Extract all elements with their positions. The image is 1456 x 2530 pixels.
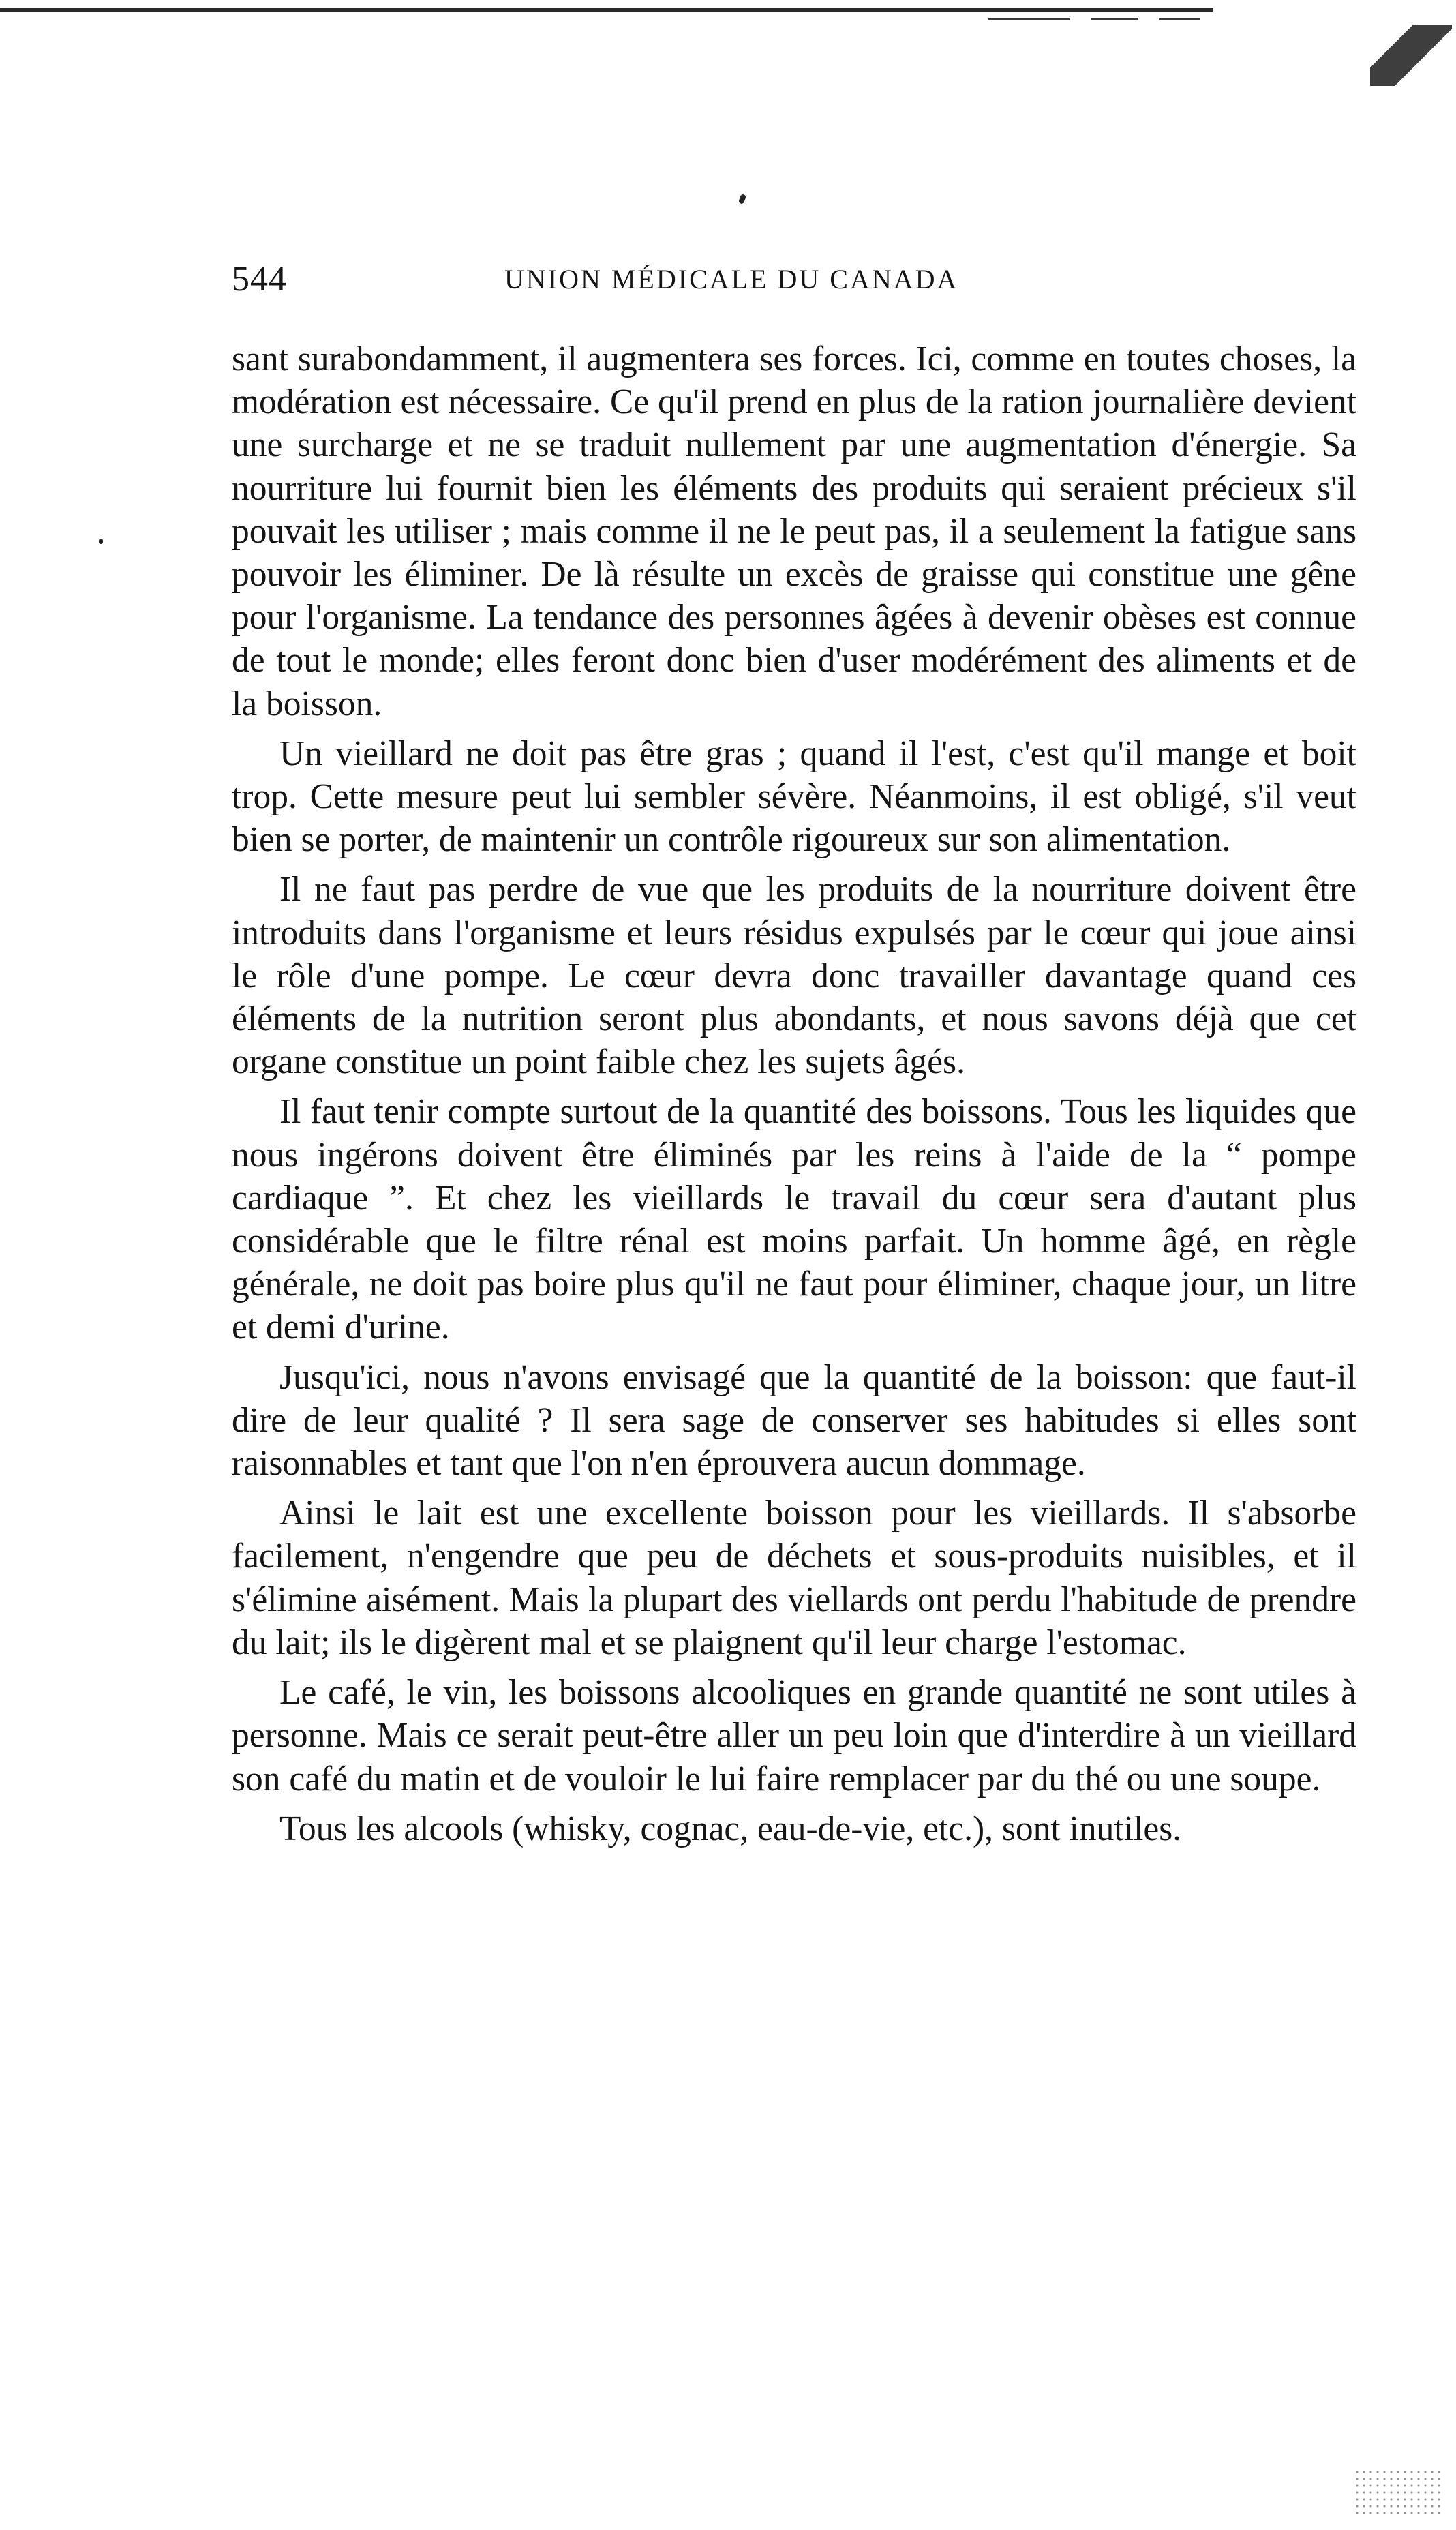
paragraph: Tous les alcools (whisky, cognac, eau-de-vie, etc.), sont inutiles. [279,1809,1182,1848]
top-border-rule [0,8,1213,12]
scan-noise-corner [1354,2469,1442,2516]
stray-ink-mark [99,539,103,544]
stray-ink-mark [738,194,746,205]
paragraph: Un vieillard ne doit pas être gras ; quand il l'est, c'est qu'il mange et boit trop. Cette mesure peut lui sembler sévère. Néanmoins, il est obligé, s'il veut bien se porter, de maintenir un contrôle rigoureux sur son alimentation. [232,734,1356,860]
paragraph: Le café, le vin, les boissons alcooliques en grande quantité ne sont utiles à personne. Mais ce serait peut-être aller un peu loin que d'interdire à un vieillard son café du matin et de vouloir le lui faire remplacer par du thé ou une soupe. [232,1673,1356,1798]
top-dash-rule [1159,18,1200,20]
paragraph: Jusqu'ici, nous n'avons envisagé que la quantité de la boisson: que faut-il dire de leur qualité ? Il sera sage de conserver ses habitudes si elles sont raisonnables et tant que l'on n'en éprouvera aucun dommage. [232,1357,1356,1484]
body-text [232,337,1356,1857]
journal-title: UNION MÉDICALE DU CANADA [504,264,959,295]
top-dash-rule [988,18,1070,20]
top-dash-rule [1091,18,1138,20]
page-number: 544 [232,260,287,299]
paragraph: Ainsi le lait est une excellente boisson pour les vieillards. Il s'absorbe facilement, n'engendre que peu de déchets et sous-produits nuisibles, et il s'élimine aisément. Mais la plupart des viellards ont perdu l'habitude de prendre du lait; ils le digèrent mal et se plaignent qu'il leur charge l'estomac. [232,1494,1356,1662]
paragraph: sant surabondamment, il augmentera ses forces. Ici, comme en toutes choses, la modération est nécessaire. Ce qu'il prend en plus de la ration journalière devient une surcharge et ne se traduit nullement par une augmentation d'énergie. Sa nourriture lui fournit bien les éléments des produits qui seraient précieux s'il pouvait les utiliser ; mais comme il ne le peut pas, il a seulement la fatigue sans pouvoir les éliminer. De là résulte un excès de graisse qui constitue une gêne pour l'organisme. La tendance des personnes âgées à devenir obèses est connue de tout le monde; elles feront donc bien d'user modérément des aliments et de la boisson. [232,340,1356,723]
scan-artifact-mark [1370,25,1452,86]
running-header [232,259,1077,300]
paragraph: Il faut tenir compte surtout de la quantité des boissons. Tous les liquides que nous ingérons doivent être éliminés par les reins à l'aide de la “ pompe cardiaque ”. Et chez les vieillards le travail du cœur sera d'autant plus considérable que le filtre rénal est moins parfait. Un homme âgé, en règle générale, ne doit pas boire plus qu'il ne faut pour éliminer, chaque jour, un litre et demi d'urine. [232,1092,1356,1347]
paragraph: Il ne faut pas perdre de vue que les produits de la nourriture doivent être introduits dans l'organisme et leurs résidus expulsés par le cœur qui joue ainsi le rôle d'une pompe. Le cœur devra donc travailler davantage quand ces éléments de la nutrition seront plus abondants, et nous savons déjà que cet organe constitue un point faible chez les sujets âgés. [232,870,1356,1082]
